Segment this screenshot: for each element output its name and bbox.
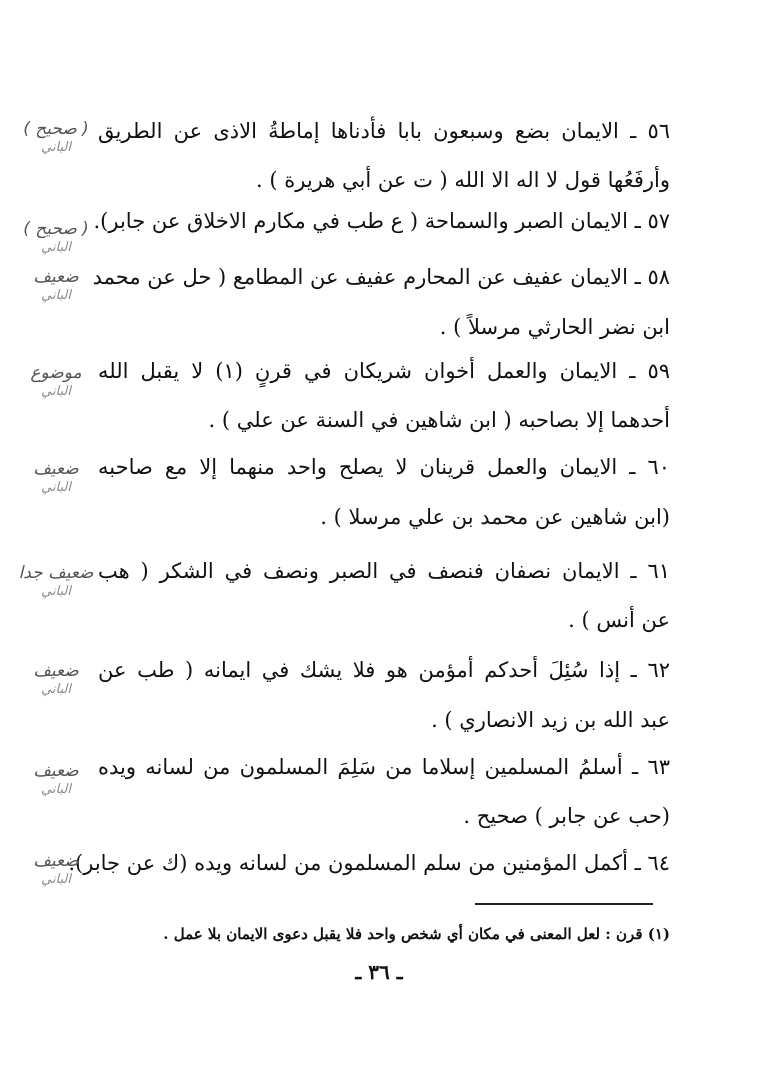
albani-note: الباني xyxy=(41,872,71,887)
albani-note: الباني xyxy=(41,384,71,399)
grade-note: ( صحيح ) xyxy=(23,119,89,139)
margin-note-58 xyxy=(0,266,112,304)
hadith-56-line-2: وأرفَعُها قول لا اله الا الله ( ت عن أبي هريرة ) . xyxy=(256,168,670,192)
hadith-58-line-1: ٥٨ ـ الايمان عفيف عن المحارم عفيف عن المطامع ( حل عن محمد xyxy=(92,265,670,289)
margin-note-63 xyxy=(0,760,112,798)
margin-note-57 xyxy=(0,218,112,256)
grade-note: ضعيف xyxy=(33,267,79,287)
grade-note: ضعيف xyxy=(33,761,79,781)
hadith-56-line-1: ٥٦ ـ الايمان بضع وسبعون بابا فأدناها إماطةُ الاذى عن الطريق xyxy=(98,119,670,143)
margin-note-59 xyxy=(0,362,112,400)
albani-note: الباني xyxy=(41,140,71,155)
albani-note: الباني xyxy=(41,682,71,697)
albani-note: الباني xyxy=(41,584,71,599)
grade-note: ( صحيح ) xyxy=(23,219,89,239)
margin-note-64 xyxy=(0,850,112,888)
hadith-64-line-1: ٦٤ ـ أكمل المؤمنين من سلم المسلمون من لسانه ويده (ك عن جابر). xyxy=(68,851,670,875)
grade-note: موضوع xyxy=(30,363,82,383)
hadith-60-line-1: ٦٠ ـ الايمان والعمل قرينان لا يصلح واحد منهما إلا مع صاحبه xyxy=(98,455,670,479)
margin-note-62 xyxy=(0,660,112,698)
hadith-59-line-2: أحدهما إلا بصاحبه ( ابن شاهين في السنة عن علي ) . xyxy=(208,408,670,432)
albani-note: الباني xyxy=(41,782,71,797)
albani-note: الباني xyxy=(41,240,71,255)
page-number: ـ ٣٦ ـ xyxy=(355,960,403,984)
hadith-62-line-2: عبد الله بن زيد الانصاري ) . xyxy=(431,708,670,732)
hadith-59-line-1: ٥٩ ـ الايمان والعمل أخوان شريكان في قرنٍ (١) لا يقبل الله xyxy=(98,359,670,383)
grade-note: ضعيف جدا xyxy=(18,563,94,583)
grade-note: ضعيف xyxy=(33,661,79,681)
grade-note: ضعيف xyxy=(33,851,79,871)
footnote-divider xyxy=(475,903,653,905)
hadith-62-line-1: ٦٢ ـ إذا سُئِلَ أحدكم أمؤمن هو فلا يشك في ايمانه ( طب عن xyxy=(98,658,670,682)
footnote: (١) قرن : لعل المعنى في مكان أي شخص واحد فلا يقبل دعوى الايمان بلا عمل . xyxy=(163,925,670,943)
hadith-63-line-1: ٦٣ ـ أسلمُ المسلمين إسلاما من سَلِمَ المسلمون من لسانه ويده xyxy=(98,755,670,779)
margin-note-61 xyxy=(0,562,112,600)
albani-note: الباني xyxy=(41,288,71,303)
hadith-58-line-2: ابن نضر الحارثي مرسلاً ) . xyxy=(439,315,670,339)
albani-note: الباني xyxy=(41,480,71,495)
hadith-57-line-1: ٥٧ ـ الايمان الصبر والسماحة ( ع طب في مكارم الاخلاق عن جابر). xyxy=(93,209,670,233)
hadith-61-line-2: عن أنس ) . xyxy=(568,608,670,632)
margin-note-56 xyxy=(0,118,112,156)
hadith-63-line-2: (حب عن جابر ) صحيح . xyxy=(463,804,670,828)
grade-note: ضعيف xyxy=(33,459,79,479)
hadith-60-line-2: (ابن شاهين عن محمد بن علي مرسلا ) . xyxy=(320,505,670,529)
hadith-61-line-1: ٦١ ـ الايمان نصفان فنصف في الصبر ونصف في الشكر ( هب xyxy=(98,559,670,583)
margin-note-60 xyxy=(0,458,112,496)
